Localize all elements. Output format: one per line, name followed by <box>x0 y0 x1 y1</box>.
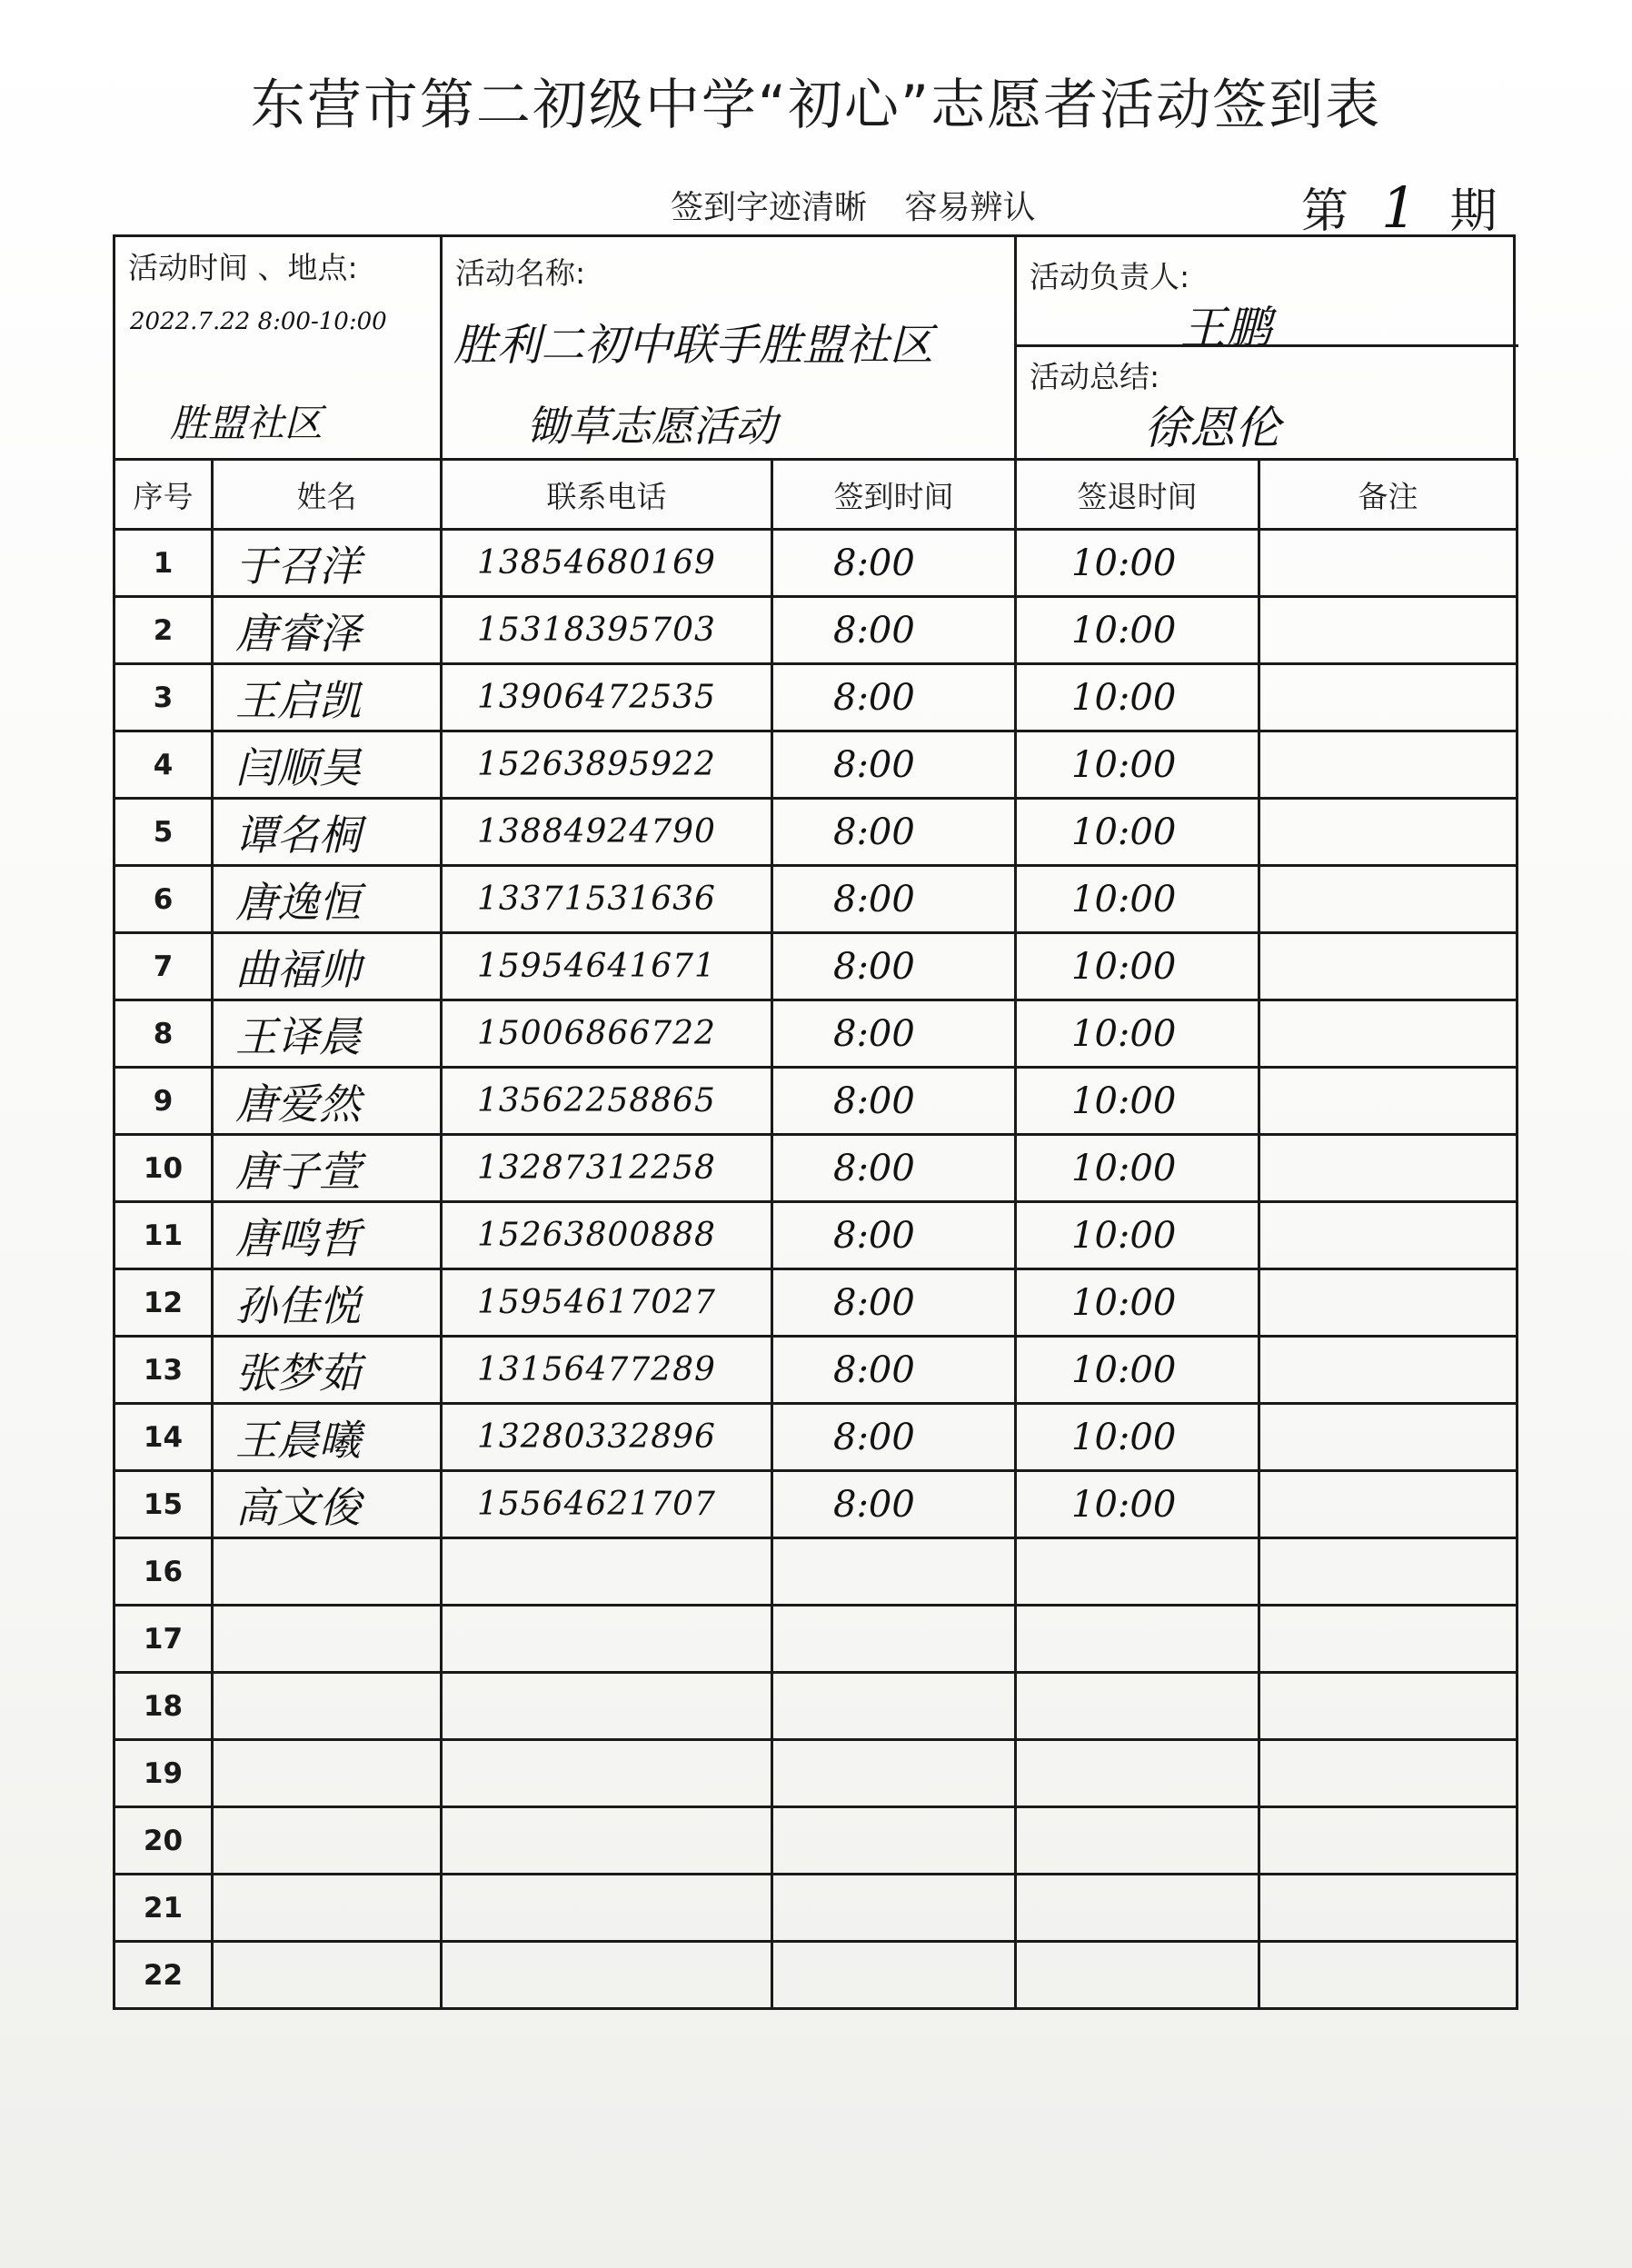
remark-cell <box>1259 866 1518 933</box>
checkin-time <box>772 1875 1016 1942</box>
checkout-time: 10:00 <box>1016 1202 1259 1269</box>
checkin-time: 8:00 <box>772 1471 1016 1538</box>
volunteer-name: 唐逸恒 <box>213 866 442 933</box>
attendance-rows <box>114 530 1518 2009</box>
sheet-title: 东营市第二初级中学“初心”志愿者活动签到表 <box>250 74 1382 137</box>
remark-cell <box>1259 530 1518 597</box>
checkout-time: 10:00 <box>1016 1269 1259 1337</box>
row-index: 1 <box>114 530 213 597</box>
table-row <box>114 664 1518 731</box>
table-row <box>114 1068 1518 1135</box>
remark-cell <box>1259 1471 1518 1538</box>
remark-cell <box>1259 1606 1518 1673</box>
table-row <box>114 597 1518 664</box>
period-suffix: 期 <box>1449 184 1498 239</box>
activity-place-value: 胜盟社区 <box>170 401 323 445</box>
phone-number: 15564621707 <box>442 1471 772 1538</box>
period-prefix: 第 <box>1301 184 1349 239</box>
volunteer-name: 王译晨 <box>213 1000 442 1068</box>
remark-cell <box>1259 1337 1518 1404</box>
header-phone: 联系电话 <box>442 460 772 530</box>
table-row <box>114 530 1518 597</box>
checkin-time: 8:00 <box>772 799 1016 866</box>
phone-number <box>442 1807 772 1875</box>
checkin-time <box>772 1606 1016 1673</box>
header-name: 姓名 <box>213 460 442 530</box>
activity-time-value: 2022.7.22 8:00-10:00 <box>130 308 387 335</box>
remark-cell <box>1259 1202 1518 1269</box>
volunteer-name: 谭名桐 <box>213 799 442 866</box>
remark-cell <box>1259 1942 1518 2009</box>
checkout-time: 10:00 <box>1016 799 1259 866</box>
table-row <box>114 1269 1518 1337</box>
phone-number: 13854680169 <box>442 530 772 597</box>
checkout-time: 10:00 <box>1016 1068 1259 1135</box>
checkout-time: 10:00 <box>1016 866 1259 933</box>
remark-cell <box>1259 799 1518 866</box>
phone-number: 13287312258 <box>442 1135 772 1202</box>
activity-name-line2: 锄草志愿活动 <box>526 402 777 451</box>
leader-summary-divider <box>1017 344 1518 347</box>
remark-cell <box>1259 664 1518 731</box>
row-index: 16 <box>114 1538 213 1606</box>
checkin-time: 8:00 <box>772 597 1016 664</box>
volunteer-name: 闫顺昊 <box>213 731 442 799</box>
volunteer-name: 唐爱然 <box>213 1068 442 1135</box>
row-index: 14 <box>114 1404 213 1471</box>
volunteer-name: 王晨曦 <box>213 1404 442 1471</box>
checkout-time <box>1016 1875 1259 1942</box>
checkout-time: 10:00 <box>1016 731 1259 799</box>
row-index: 3 <box>114 664 213 731</box>
volunteer-name: 唐子萱 <box>213 1135 442 1202</box>
volunteer-name <box>213 1875 442 1942</box>
table-row <box>114 1807 1518 1875</box>
checkin-time: 8:00 <box>772 1337 1016 1404</box>
row-index: 6 <box>114 866 213 933</box>
row-index: 15 <box>114 1471 213 1538</box>
row-index: 19 <box>114 1740 213 1807</box>
phone-number <box>442 1740 772 1807</box>
row-index: 4 <box>114 731 213 799</box>
table-row <box>114 1606 1518 1673</box>
row-index: 11 <box>114 1202 213 1269</box>
checkin-time: 8:00 <box>772 731 1016 799</box>
remark-cell <box>1259 1538 1518 1606</box>
volunteer-name: 唐鸣哲 <box>213 1202 442 1269</box>
checkin-time: 8:00 <box>772 933 1016 1000</box>
checkin-time: 8:00 <box>772 1135 1016 1202</box>
row-index: 8 <box>114 1000 213 1068</box>
phone-number <box>442 1538 772 1606</box>
phone-number: 15318395703 <box>442 597 772 664</box>
phone-number <box>442 1875 772 1942</box>
legibility-note: 签到字迹清晰 容易辨认 <box>671 189 1036 226</box>
checkout-time: 10:00 <box>1016 1404 1259 1471</box>
remark-cell <box>1259 1000 1518 1068</box>
summary-label: 活动总结: <box>1030 359 1160 394</box>
checkout-time <box>1016 1606 1259 1673</box>
phone-number: 13280332896 <box>442 1404 772 1471</box>
leader-value: 王鹏 <box>1180 302 1271 354</box>
remark-cell <box>1259 1135 1518 1202</box>
table-row <box>114 1404 1518 1471</box>
activity-info-block <box>113 234 1516 458</box>
checkout-time: 10:00 <box>1016 597 1259 664</box>
checkin-time: 8:00 <box>772 1404 1016 1471</box>
volunteer-name: 曲福帅 <box>213 933 442 1000</box>
phone-number: 15263800888 <box>442 1202 772 1269</box>
checkin-time: 8:00 <box>772 866 1016 933</box>
period-indicator <box>1301 173 1497 241</box>
phone-number <box>442 1942 772 2009</box>
checkout-time: 10:00 <box>1016 530 1259 597</box>
period-number: 1 <box>1381 174 1418 241</box>
checkout-time: 10:00 <box>1016 1135 1259 1202</box>
volunteer-name <box>213 1673 442 1740</box>
row-index: 20 <box>114 1807 213 1875</box>
table-row <box>114 1673 1518 1740</box>
phone-number: 13884924790 <box>442 799 772 866</box>
row-index: 22 <box>114 1942 213 2009</box>
checkin-time <box>772 1807 1016 1875</box>
phone-number: 13371531636 <box>442 866 772 933</box>
volunteer-name <box>213 1538 442 1606</box>
remark-cell <box>1259 1673 1518 1740</box>
table-row <box>114 1337 1518 1404</box>
time-place-label: 活动时间 、地点: <box>128 250 358 285</box>
row-index: 10 <box>114 1135 213 1202</box>
summary-value: 徐恩伦 <box>1144 402 1280 454</box>
checkout-time <box>1016 1740 1259 1807</box>
table-row <box>114 1135 1518 1202</box>
volunteer-name <box>213 1942 442 2009</box>
volunteer-name <box>213 1807 442 1875</box>
row-index: 21 <box>114 1875 213 1942</box>
phone-number: 15263895922 <box>442 731 772 799</box>
time-place-cell <box>115 237 443 458</box>
activity-name-label: 活动名称: <box>455 255 586 291</box>
attendance-table <box>113 458 1518 2010</box>
table-row <box>114 1538 1518 1606</box>
table-row <box>114 1202 1518 1269</box>
checkout-time <box>1016 1673 1259 1740</box>
checkin-time: 8:00 <box>772 530 1016 597</box>
activity-name-cell <box>443 237 1017 458</box>
remark-cell <box>1259 1068 1518 1135</box>
remark-cell <box>1259 1875 1518 1942</box>
row-index: 18 <box>114 1673 213 1740</box>
table-row <box>114 933 1518 1000</box>
volunteer-name <box>213 1740 442 1807</box>
activity-name-line1: 胜利二初中联手胜盟社区 <box>453 320 934 371</box>
checkout-time <box>1016 1807 1259 1875</box>
volunteer-name: 唐睿泽 <box>213 597 442 664</box>
remark-cell <box>1259 1807 1518 1875</box>
header-remark: 备注 <box>1259 460 1518 530</box>
row-index: 17 <box>114 1606 213 1673</box>
checkout-time: 10:00 <box>1016 1337 1259 1404</box>
row-index: 9 <box>114 1068 213 1135</box>
remark-cell <box>1259 1740 1518 1807</box>
checkout-time <box>1016 1942 1259 2009</box>
row-index: 2 <box>114 597 213 664</box>
remark-cell <box>1259 731 1518 799</box>
remark-cell <box>1259 1269 1518 1337</box>
row-index: 5 <box>114 799 213 866</box>
checkin-time: 8:00 <box>772 1068 1016 1135</box>
volunteer-name <box>213 1606 442 1673</box>
table-row <box>114 1875 1518 1942</box>
table-row <box>114 1942 1518 2009</box>
checkin-time <box>772 1740 1016 1807</box>
phone-number: 13906472535 <box>442 664 772 731</box>
checkout-time <box>1016 1538 1259 1606</box>
remark-cell <box>1259 597 1518 664</box>
checkin-time: 8:00 <box>772 664 1016 731</box>
checkout-time: 10:00 <box>1016 1471 1259 1538</box>
checkout-time: 10:00 <box>1016 933 1259 1000</box>
checkout-time: 10:00 <box>1016 664 1259 731</box>
row-index: 12 <box>114 1269 213 1337</box>
table-row <box>114 866 1518 933</box>
table-header-row <box>114 460 1518 530</box>
header-checkout: 签退时间 <box>1016 460 1259 530</box>
phone-number: 13562258865 <box>442 1068 772 1135</box>
phone-number: 15006866722 <box>442 1000 772 1068</box>
volunteer-name: 高文俊 <box>213 1471 442 1538</box>
phone-number <box>442 1673 772 1740</box>
row-index: 7 <box>114 933 213 1000</box>
checkin-time: 8:00 <box>772 1269 1016 1337</box>
row-index: 13 <box>114 1337 213 1404</box>
header-index: 序号 <box>114 460 213 530</box>
checkin-time: 8:00 <box>772 1202 1016 1269</box>
checkin-time <box>772 1942 1016 2009</box>
table-row <box>114 731 1518 799</box>
leader-label: 活动负责人: <box>1030 259 1190 294</box>
table-row <box>114 799 1518 866</box>
checkin-time <box>772 1538 1016 1606</box>
leader-summary-cell <box>1017 237 1518 458</box>
volunteer-name: 张梦茹 <box>213 1337 442 1404</box>
volunteer-name: 孙佳悦 <box>213 1269 442 1337</box>
volunteer-name: 王启凯 <box>213 664 442 731</box>
header-checkin: 签到时间 <box>772 460 1016 530</box>
phone-number: 15954617027 <box>442 1269 772 1337</box>
remark-cell <box>1259 933 1518 1000</box>
checkin-time: 8:00 <box>772 1000 1016 1068</box>
phone-number <box>442 1606 772 1673</box>
checkin-time <box>772 1673 1016 1740</box>
table-row <box>114 1471 1518 1538</box>
volunteer-name: 于召洋 <box>213 530 442 597</box>
phone-number: 13156477289 <box>442 1337 772 1404</box>
phone-number: 15954641671 <box>442 933 772 1000</box>
remark-cell <box>1259 1404 1518 1471</box>
checkout-time: 10:00 <box>1016 1000 1259 1068</box>
table-row <box>114 1000 1518 1068</box>
table-row <box>114 1740 1518 1807</box>
